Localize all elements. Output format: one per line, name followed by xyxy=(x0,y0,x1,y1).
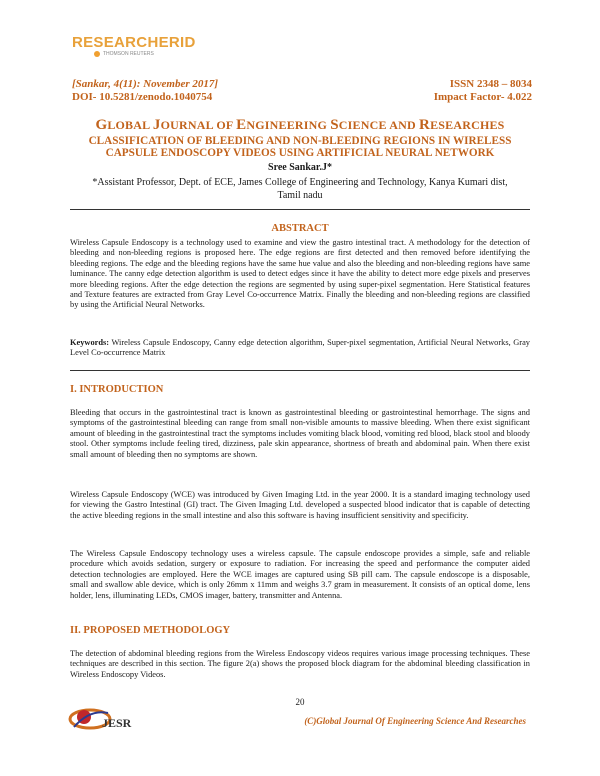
abstract-heading: ABSTRACT xyxy=(271,223,329,234)
paper-title-line: CLASSIFICATION OF BLEEDING AND NON-BLEEDING REGIONS IN WIRELESS xyxy=(88,135,512,147)
section-heading-methodology: II. PROPOSED METHODOLOGY xyxy=(70,625,231,636)
gjesr-logo xyxy=(68,703,148,733)
affiliation-line: *Assistant Professor, Dept. of ECE, James College of Engineering and Technology, Kanya Kumari dist, xyxy=(92,177,508,188)
divider xyxy=(70,209,530,210)
author: Sree Sankar.J* xyxy=(268,162,332,173)
journal-name-part: OURNAL OF xyxy=(160,118,237,132)
doi: DOI- 10.5281/zenodo.1040754 xyxy=(72,91,213,103)
paper-title-line: CAPSULE ENDOSCOPY VIDEOS USING ARTIFICIAL NEURAL NETWORK xyxy=(105,147,495,159)
abstract-text: Wireless Capsule Endoscopy is a technology used to examine and view the gastro intestinal tract. A methodology for the detection of bleeding and non-bleeding regions is proposed here. The edge regions are first detected and then removed before identifying the bleeding regions. The edge and the bleeding regions have the same hue value and also the bleeding and non-bleeding regions have same luminance. The canny edge detection algorithm is used to detect edges since it have the ability to detect more edge pixels and preserves more bleeding regions. After the edge detection the regions are segmented by using super-pixel segmentation. Here Statistical features and Texture features are extracted from Gray Level Co-occurrence Matrix. Finally the bleeding and non-bleeding regions are classified by using the Artificial Neural Networks. xyxy=(70,238,530,310)
journal-name-part: E xyxy=(236,117,247,133)
journal-name-part: LOBAL xyxy=(107,118,153,132)
gjesr-logo-text: JESR xyxy=(102,716,132,730)
affiliation xyxy=(0,176,600,202)
copyright: (C)Global Journal Of Engineering Science And Researches xyxy=(304,716,526,726)
gjesr-logo-icon xyxy=(68,703,148,733)
introduction-paragraph: Wireless Capsule Endoscopy (WCE) was introduced by Given Imaging Ltd. in the year 2000. It is a standard imaging technology used for viewing the Gastro Intestinal (GI) tract. The Given Imaging Ltd. developed a suspected blood indicator that is capable of detecting the active bleeding regions in the small intestine and also this software is having insufficient sensitivity and specificity. xyxy=(70,490,530,520)
journal-name-part: R xyxy=(419,117,431,133)
journal-name xyxy=(0,117,600,134)
researcherid-logo xyxy=(72,34,196,57)
journal-name-part: S xyxy=(330,117,339,133)
paper-title xyxy=(0,135,600,159)
introduction-paragraph: Bleeding that occurs in the gastrointestinal tract is known as gastrointestinal bleeding or gastrointestinal hemorrhage. The signs and symptoms of the gastrointestinal bleeding can range from small non-visible amounts to massive bleeding. When there exist significant amount of bleeding in the gastrointestinal tract the symptoms includes vomiting black blood, vomiting red blood, black stool and bloody stool. Other symptoms include feeling tired, dizziness, pale skin appearance, shortness of breath and abdominal pain. When there exist small amount of bleeding then no symptoms are shown. xyxy=(70,408,530,459)
introduction-paragraph: The Wireless Capsule Endoscopy technology uses a wireless capsule. The capsule endoscope provides a simple, safe and reliable procedure which avoids sedation, surgery or exposure to radiation. For increasing the speed and performance the computer aided detection technologies are employed. Here the WCE images are captured using SB pill cam. The capsule endoscope is a disposable, small and swallow able device, which is only 26mm x 11mm and weighs 3.7 gram in measurement. It consists of an optical dome, lens holder, lens, illuminating LEDs, CMOS imager, battery, transmitter and Antenna. xyxy=(70,549,530,600)
journal-name-part: NGINEERING xyxy=(246,118,331,132)
affiliation-line: Tamil nadu xyxy=(277,190,323,201)
divider xyxy=(70,370,530,371)
journal-name-part: ESEARCHES xyxy=(430,118,505,132)
thomson-reuters-label: THOMSON REUTERS xyxy=(103,51,154,57)
researcherid-wordmark: RESEARCHERID xyxy=(72,34,196,51)
keywords xyxy=(70,338,530,359)
impact-factor: Impact Factor- 4.022 xyxy=(433,91,532,103)
keywords-label: Keywords: xyxy=(70,338,110,347)
citation: [Sankar, 4(11): November 2017] xyxy=(72,78,219,90)
methodology-paragraph: The detection of abdominal bleeding regions from the Wireless Endoscopy videos requires various image processing techniques. These techniques are described in this section. The figure 2(a) shows the proposed block diagram for the abdominal bleeding classification in Wireless Endoscopy Videos. xyxy=(70,649,530,679)
issn: ISSN 2348 – 8034 xyxy=(449,78,532,90)
journal-name-part: J xyxy=(152,117,161,133)
journal-name-part: G xyxy=(95,117,108,133)
page-number: 20 xyxy=(295,697,305,707)
header-right xyxy=(434,78,532,104)
section-heading-introduction: I. INTRODUCTION xyxy=(70,384,164,395)
thomson-reuters-mark xyxy=(94,51,196,57)
header-left xyxy=(72,78,218,104)
keywords-text: Wireless Capsule Endoscopy, Canny edge detection algorithm, Super-pixel segmentation, Artificial Neural Networks, Gray Level Co-occurrence Matrix xyxy=(70,338,530,358)
thomson-reuters-icon xyxy=(94,51,100,57)
journal-name-part: CIENCE AND xyxy=(338,118,420,132)
